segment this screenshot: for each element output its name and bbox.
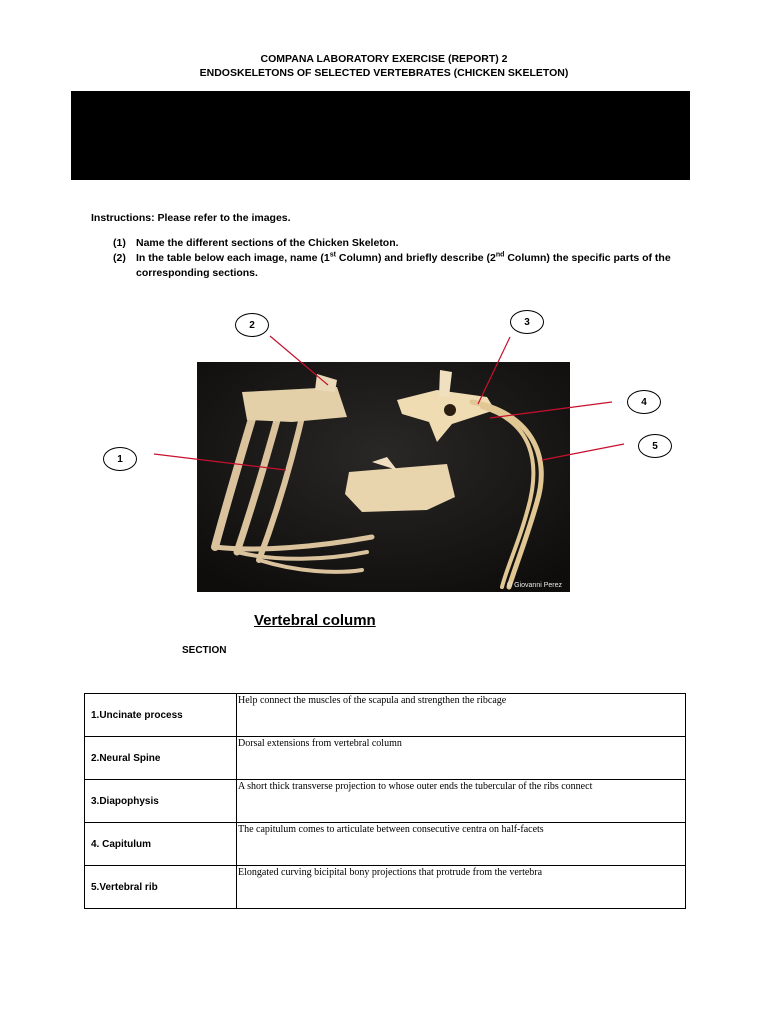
chicken-skeleton-photo bbox=[197, 362, 570, 592]
header-line-2: ENDOSKELETONS OF SELECTED VERTEBRATES (CHICKEN SKELETON) bbox=[199, 67, 569, 79]
instruction-step-1 bbox=[113, 236, 683, 251]
parts-table bbox=[84, 693, 686, 909]
table-row bbox=[85, 737, 686, 780]
part-description: Dorsal extensions from vertebral column bbox=[237, 737, 686, 780]
callout-5: 5 bbox=[638, 434, 672, 458]
step-text-part: In the table below each image, name (1 bbox=[136, 252, 330, 264]
table-row bbox=[85, 823, 686, 866]
document-header bbox=[0, 52, 768, 80]
skeleton-illustration bbox=[197, 362, 570, 592]
step-text-part: Column) and briefly describe (2 bbox=[335, 252, 496, 264]
part-description: Help connect the muscles of the scapula and strengthen the ribcage bbox=[237, 694, 686, 737]
step-text bbox=[136, 251, 683, 281]
table-row bbox=[85, 694, 686, 737]
part-description: A short thick transverse projection to whose outer ends the tubercular of the ribs connect bbox=[237, 780, 686, 823]
section-label: SECTION bbox=[182, 645, 227, 656]
callout-1: 1 bbox=[103, 447, 137, 471]
part-description: The capitulum comes to articulate between consecutive centra on half-facets bbox=[237, 823, 686, 866]
part-name: 5.Vertebral rib bbox=[85, 866, 237, 909]
photo-credit: © Giovanni Perez bbox=[507, 582, 562, 589]
instructions-intro: Instructions: Please refer to the images. bbox=[91, 212, 291, 224]
step-text: Name the different sections of the Chicken Skeleton. bbox=[136, 237, 399, 249]
part-name: 2.Neural Spine bbox=[85, 737, 237, 780]
part-name: 1.Uncinate process bbox=[85, 694, 237, 737]
callout-3: 3 bbox=[510, 310, 544, 334]
superscript: nd bbox=[495, 251, 505, 259]
callout-2: 2 bbox=[235, 313, 269, 337]
redacted-band bbox=[71, 91, 690, 180]
header-line-1: COMPANA LABORATORY EXERCISE (REPORT) 2 bbox=[260, 53, 508, 65]
superscript: st bbox=[329, 251, 336, 259]
instruction-steps bbox=[113, 236, 683, 281]
table-row bbox=[85, 780, 686, 823]
figure-title: Vertebral column bbox=[254, 612, 376, 629]
table-row bbox=[85, 866, 686, 909]
step-text-part: Column) the specific parts of the corresponding sections. bbox=[136, 252, 671, 279]
step-number: (1) bbox=[113, 237, 126, 249]
part-name: 4. Capitulum bbox=[85, 823, 237, 866]
instruction-step-2 bbox=[113, 251, 683, 281]
part-name: 3.Diapophysis bbox=[85, 780, 237, 823]
callout-4: 4 bbox=[627, 390, 661, 414]
part-description: Elongated curving bicipital bony projections that protrude from the vertebra bbox=[237, 866, 686, 909]
step-number: (2) bbox=[113, 252, 126, 264]
